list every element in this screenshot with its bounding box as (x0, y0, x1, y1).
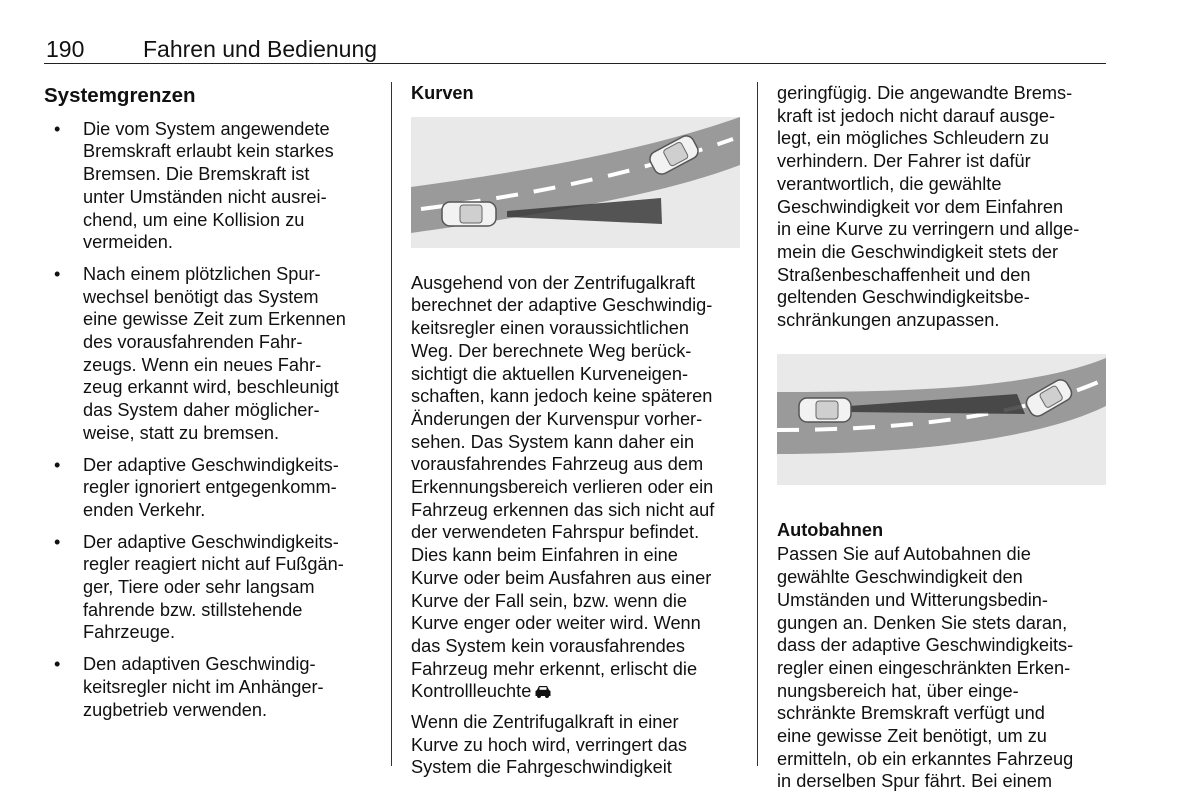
text-line: unter Umständen nicht ausrei‐ (83, 186, 327, 207)
bullet-icon: • (54, 654, 61, 675)
text-line: zugbetrieb verwenden. (83, 699, 268, 720)
paragraph-autobahnen (777, 543, 1107, 793)
text-line: Der adaptive Geschwindigkeits‐ (83, 531, 339, 552)
text-line: Geschwindigkeit vor dem Einfahren (777, 196, 1064, 217)
text-line: regler reagiert nicht auf Fußgän‐ (83, 554, 344, 575)
bullet-icon: • (54, 454, 61, 475)
text-line: Änderungen der Kurvenspur vorher‐ (411, 408, 703, 429)
text-line-segment: Kontrollleuchte (411, 681, 532, 702)
paragraph-geschwindigkeit (411, 711, 741, 779)
chapter-title: Fahren und Bedienung (143, 36, 378, 62)
text-line: fahrende bzw. stillstehende (83, 599, 303, 620)
text-line: enden Verkehr. (83, 499, 206, 520)
text-line: wechsel benötigt das System (83, 286, 319, 307)
text-line: Die vom System angewendete (83, 118, 330, 139)
list-item (44, 263, 374, 445)
vehicle-ahead-indicator-icon (534, 682, 552, 705)
text-line: keitsregler nicht im Anhänger‐ (83, 676, 324, 697)
bullet-icon: • (54, 531, 61, 552)
section-heading-systemgrenzen: Systemgrenzen (44, 84, 196, 107)
text-line: schränkungen anzupassen. (777, 310, 1000, 331)
list-item (44, 531, 374, 645)
text-line: legt, ein mögliches Schleudern zu (777, 128, 1049, 149)
text-line: gungen an. Denken Sie stets daran, (777, 612, 1068, 633)
text-line: Weg. Der berechnete Weg berück‐ (411, 340, 692, 361)
curve-exit-illustration (777, 354, 1107, 485)
text-line: das System kein vorausfahrendes (411, 635, 685, 656)
section-heading-kurven: Kurven (411, 83, 474, 103)
text-line: Erkennungsbereich verlieren oder ein (411, 477, 714, 498)
text-line: nungsbereich hat, über einge‐ (777, 680, 1019, 701)
text-line: in eine Kurve zu verringern und allge‐ (777, 219, 1080, 240)
paragraph-zentrifugalkraft (411, 272, 741, 705)
text-line: keitsregler einen voraussichtlichen (411, 318, 690, 339)
text-line: zeug erkannt wird, beschleunigt (83, 377, 339, 398)
text-line: Dies kann beim Einfahren in eine (411, 545, 678, 566)
text-line: in derselben Spur fährt. Bei einem (777, 771, 1052, 792)
list-item (44, 653, 374, 721)
text-line: des vorausfahrenden Fahr‐ (83, 332, 303, 353)
text-line: das System daher möglicher‐ (83, 400, 320, 421)
section-heading-autobahnen: Autobahnen (777, 519, 884, 540)
bullet-icon: • (54, 118, 61, 139)
bullet-icon: • (54, 263, 61, 284)
text-line: sichtigt die aktuellen Kurveneigen‐ (411, 363, 689, 384)
text-line: kraft ist jedoch nicht darauf ausge‐ (777, 105, 1056, 126)
own-car-icon (442, 202, 496, 226)
text-line: Bremsen. Die Bremskraft ist (83, 164, 310, 185)
text-line: chend, um eine Kollision zu (83, 209, 305, 230)
text-line: Den adaptiven Geschwindig‐ (83, 654, 316, 675)
text-line: verantwortlich, die gewählte (777, 173, 1002, 194)
page-number: 190 (46, 36, 85, 62)
text-line: zeugs. Wenn ein neues Fahr‐ (83, 354, 322, 375)
column-2 (411, 82, 741, 785)
page-header (44, 32, 1106, 64)
text-line: regler einen eingeschränkten Erken‐ (777, 657, 1071, 678)
text-line: schränkte Bremskraft verfügt und (777, 703, 1045, 724)
text-line: Straßenbeschaffenheit und den (777, 264, 1031, 285)
text-line: gewählte Geschwindigkeit den (777, 567, 1023, 588)
text-line: ermitteln, ob ein erkanntes Fahrzeug (777, 748, 1074, 769)
text-line: weise, statt zu bremsen. (83, 422, 280, 443)
text-line: Kurve zu hoch wird, verringert das (411, 734, 687, 755)
text-line: Kurve oder beim Ausfahren aus einer (411, 567, 712, 588)
text-line (411, 680, 741, 705)
text-line: verhindern. Der Fahrer ist dafür (777, 151, 1031, 172)
text-line: geltenden Geschwindigkeitsbe‐ (777, 287, 1030, 308)
text-line: vermeiden. (83, 232, 173, 253)
text-line: Passen Sie auf Autobahnen die (777, 544, 1031, 565)
text-line: mein die Geschwindigkeit stets der (777, 241, 1059, 262)
column-1 (44, 82, 374, 730)
text-line: Nach einem plötzlichen Spur‐ (83, 263, 321, 284)
text-line: schaften, kann jedoch keine späteren (411, 386, 713, 407)
text-line: Kurve der Fall sein, bzw. wenn die (411, 590, 687, 611)
text-line: Fahrzeug erkennen das sich nicht auf (411, 499, 715, 520)
paragraph-bremskraft (777, 82, 1107, 332)
text-line: Bremskraft erlaubt kein starkes (83, 141, 334, 162)
text-line: geringfügig. Die angewandte Brems‐ (777, 83, 1073, 103)
text-line: eine gewisse Zeit benötigt, um zu (777, 726, 1047, 747)
column-divider-1 (391, 82, 392, 766)
text-line: eine gewisse Zeit zum Erkennen (83, 309, 346, 330)
header-rule (44, 63, 1106, 64)
column-divider-2 (757, 82, 758, 766)
own-car-icon (799, 398, 851, 422)
text-line: Wenn die Zentrifugalkraft in einer (411, 712, 679, 733)
curve-road-image (411, 117, 740, 248)
curve-exit-road-image (777, 354, 1106, 485)
column-3 (777, 82, 1107, 799)
text-line: regler ignoriert entgegenkomm‐ (83, 477, 337, 498)
text-line: Fahrzeug mehr erkennt, erlischt die (411, 658, 698, 679)
limitations-list (44, 118, 374, 722)
text-line: der verwendeten Fahrspur befindet. (411, 522, 700, 543)
text-line: sehen. Das System kann daher ein (411, 431, 695, 452)
text-line: vorausfahrendes Fahrzeug aus dem (411, 454, 704, 475)
list-item (44, 454, 374, 522)
text-line: Umständen und Witterungsbedin‐ (777, 589, 1048, 610)
text-line: Kurve enger oder weiter wird. Wenn (411, 613, 701, 634)
text-line: dass der adaptive Geschwindigkeits‐ (777, 635, 1074, 656)
text-line: ger, Tiere oder sehr langsam (83, 577, 315, 598)
list-item (44, 118, 374, 254)
text-line: Ausgehend von der Zentrifugalkraft (411, 272, 696, 293)
curve-detection-illustration (411, 117, 741, 248)
text-line: Der adaptive Geschwindigkeits‐ (83, 454, 339, 475)
text-line: System die Fahrgeschwindigkeit (411, 757, 672, 778)
text-line: Fahrzeuge. (83, 622, 176, 643)
text-line: berechnet der adaptive Geschwindig‐ (411, 295, 713, 316)
